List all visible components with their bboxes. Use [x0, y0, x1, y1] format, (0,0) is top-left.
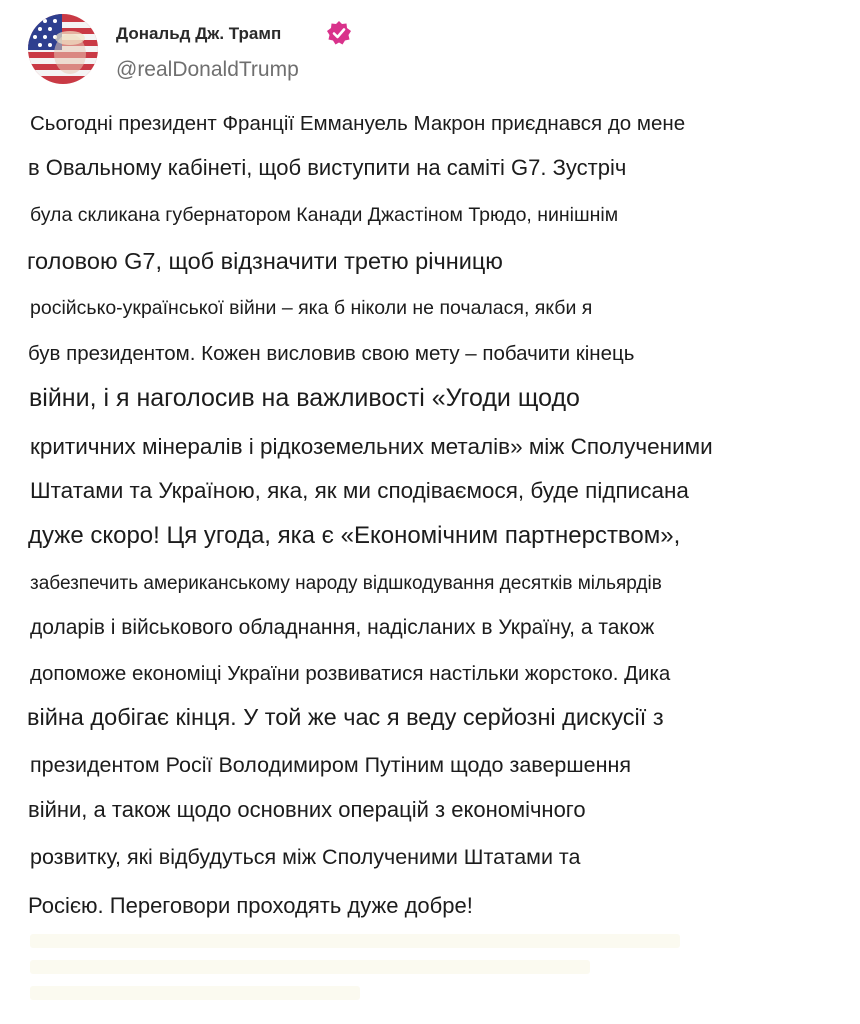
post-text-line: забезпечить американському народу відшкодування десятків мільярдів — [30, 573, 662, 594]
post-text-line: критичних мінералів і рідкоземельних металів» між Сполученими — [30, 434, 713, 459]
post-text-line: Штатами та Україною, яка, як ми сподіваємося, буде підписана — [30, 478, 689, 503]
faded-background-text — [30, 930, 830, 1010]
post-text-line: доларів і військового обладнання, надісланих в Україну, а також — [30, 616, 655, 639]
post-text-line: війни, а також щодо основних операцій з економічного — [28, 797, 586, 822]
post-text-line: головою G7, щоб відзначити третю річницю — [27, 248, 503, 274]
post-text-line: був президентом. Кожен висловив свою мету – побачити кінець — [28, 342, 635, 365]
post-text-line: дуже скоро! Ця угода, яка є «Економічним партнерством», — [28, 522, 681, 549]
post-text-line: російсько-української війни – яка б ніколи не почалася, якби я — [30, 297, 593, 319]
post-text-line: президентом Росії Володимиром Путіним щодо завершення — [30, 753, 631, 777]
post-text-line: Сьогодні президент Франції Еммануель Макрон приєднався до мене — [30, 112, 686, 135]
post-text-line: війна добігає кінця. У той же час я веду серйозні дискусії з — [27, 704, 664, 730]
post-text-line: в Овальному кабінеті, щоб виступити на саміті G7. Зустріч — [28, 155, 627, 180]
post-text-line: Росією. Переговори проходять дуже добре! — [28, 893, 473, 918]
post-text-line: допоможе економіці України розвиватися настільки жорстоко. Дика — [30, 662, 671, 685]
author-name[interactable]: Дональд Дж. Трамп — [116, 24, 282, 43]
post-text-line: війни, і я наголосив на важливості «Угоди щодо — [29, 384, 580, 412]
post-text-line: розвитку, які відбудуться між Сполученими Штатами та — [30, 845, 581, 869]
author-handle[interactable]: @realDonaldTrump — [116, 58, 299, 81]
post-text-line: була скликана губернатором Канади Джастіном Трюдо, нинішнім — [30, 204, 619, 226]
